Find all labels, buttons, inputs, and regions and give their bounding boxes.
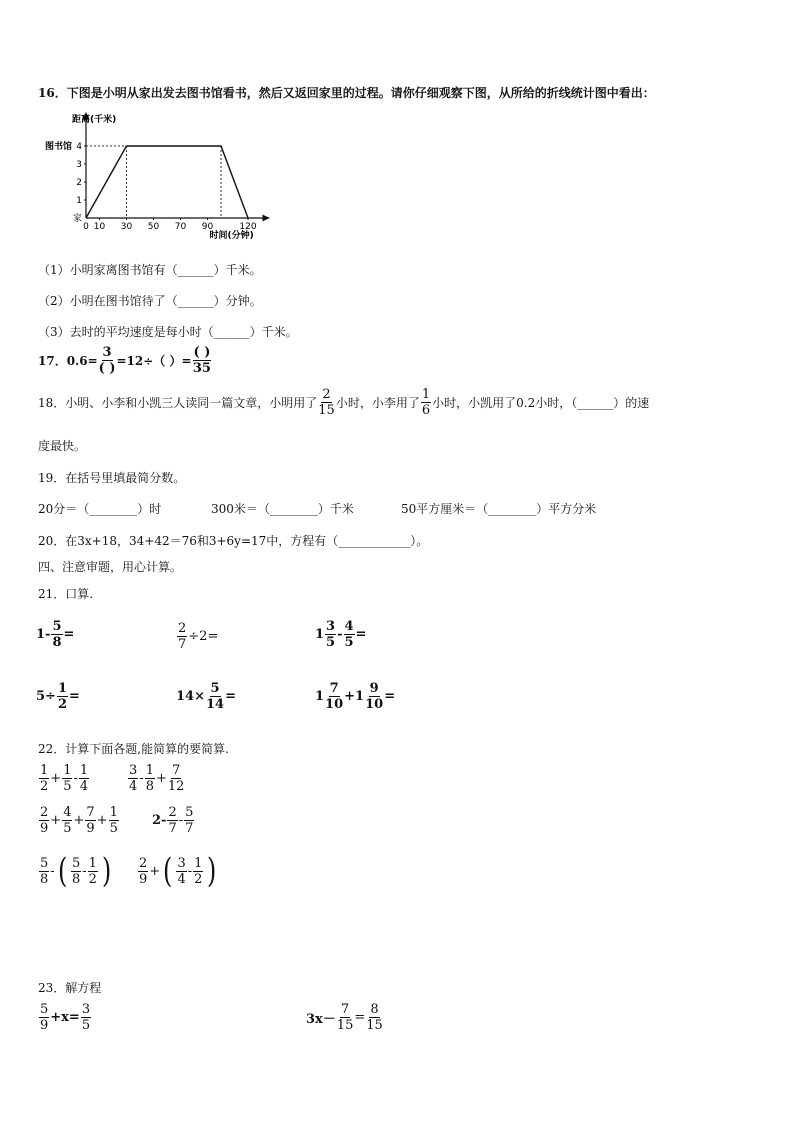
q21-expr-3: 1 $\frac{3}{5}$ - $\frac{4}{5}$ = (315, 619, 367, 650)
fraction: $\frac{1}{2}$ (194, 855, 203, 887)
y-axis-title: 距离(千米) (72, 115, 117, 125)
y-tick-label: 1 (76, 196, 82, 206)
fraction: $\frac{1}{4}$ (79, 763, 89, 794)
fraction: $\frac{2}{9}$ (40, 805, 49, 836)
q18-line2: 度最快。 (38, 439, 87, 453)
q16-sub3: （3）去时的平均速度是每小时（______）千米。 (38, 325, 298, 339)
fraction: $\frac{2}{9}$ (139, 855, 148, 887)
q19-title: 19．在括号里填最简分数。 (38, 471, 186, 485)
q18-part3: 小时，小凯用了0.2小时，（______）的速 (432, 396, 650, 410)
q17-fraction-1: $\frac{3}{( )}$ (98, 345, 116, 376)
q18-part1: 18．小明、小李和小凯三人读同一篇文章，小明用了 (38, 396, 318, 410)
fraction: $\frac{7}{9}$ (86, 805, 95, 836)
q19-item-3: 50平方厘米＝（________）平方分米 (401, 502, 597, 516)
operator: - (187, 863, 193, 879)
q18-fraction-1: $\frac{2}{15}$ (318, 387, 335, 418)
y-tick-label: 3 (76, 160, 82, 170)
operator: + (155, 771, 167, 786)
q21-expr-5: 14× $\frac{5}{14}$ = (176, 681, 236, 712)
fraction: $\frac{2}{7}$ (168, 805, 177, 836)
x-axis-arrow (263, 215, 270, 222)
q16-sub1: （1）小明家离图书馆有（______）千米。 (38, 263, 262, 277)
operator: + (149, 863, 161, 879)
q18-fraction-2: $\frac{1}{6}$ (421, 387, 431, 418)
x-tick-label: 70 (174, 222, 187, 232)
q22-expr-5: $\frac{5}{8}$ - ( $\frac{5}{8}$ - $\frac{1}{2}$ ) (40, 851, 112, 891)
q16-text: 16．下图是小明从家出发去图书馆看书，然后又返回家里的过程。请你仔细观察下图，从所给的折线统计图中看出： (38, 86, 655, 100)
operator: - (73, 771, 78, 786)
x-tick-label: 30 (120, 222, 133, 232)
fraction: $\frac{7}{12}$ (167, 763, 185, 794)
fraction: $\frac{5}{8}$ (71, 855, 81, 887)
q22-expr-3 (38, 806, 120, 835)
q21-expr-1: 1- $\frac{5}{8}$ = (36, 619, 75, 650)
operator: + (50, 813, 62, 828)
fraction: $\frac{1}{5}$ (63, 763, 72, 794)
q16-sub2: （2）小明在图书馆待了（______）分钟。 (38, 294, 262, 308)
q18-part2: 小时，小李用了 (335, 396, 420, 410)
x-tick-label: 90 (201, 222, 214, 232)
fraction: $\frac{1}{2}$ (40, 763, 49, 794)
x-tick-label: 0 (83, 222, 89, 232)
operator: + (96, 813, 108, 828)
distance-series-line (86, 146, 248, 218)
q22-title: 22．计算下面各题,能简算的要简算. (38, 742, 229, 756)
q22-expr-6: $\frac{2}{9}$ + ( $\frac{3}{4}$ - $\frac{1}{2}$ ) (139, 851, 217, 891)
fraction: $\frac{3}{4}$ (129, 763, 138, 794)
q22-expr-1 (38, 764, 90, 793)
operator: - (82, 863, 87, 879)
x-tick-label: 120 (239, 222, 257, 232)
operator: - (178, 813, 184, 828)
q22-expr-4: 2- $\frac{2}{7}$ - $\frac{5}{7}$ (152, 805, 194, 836)
q18-line1 (38, 388, 649, 417)
x-tick-label: 50 (147, 222, 160, 232)
q19-item-1: 20分＝（________）时 (38, 502, 162, 516)
fraction: $\frac{5}{8}$ (40, 855, 49, 887)
q19-item-2: 300米＝（________）千米 (211, 502, 354, 516)
x-tick-label: 10 (93, 222, 106, 232)
operator: - (139, 771, 144, 786)
operator: + (50, 771, 62, 786)
fraction: $\frac{5}{7}$ (185, 805, 194, 836)
y-tick-label: 4 (76, 142, 82, 152)
q17-mid: =12÷（ ）= (116, 354, 192, 368)
y-tick-label: 2 (76, 178, 82, 188)
q21-expr-2: $\frac{2}{7}$ ÷2= (178, 621, 219, 652)
y-tick-label: 家 (72, 214, 82, 224)
fraction: $\frac{4}{5}$ (63, 805, 72, 836)
q17-prefix: 17．0.6= (38, 354, 98, 368)
q20-text: 20．在3x+18，34+42＝76和3+6y=17中，方程有（____________）。 (38, 534, 429, 548)
q21-expr-4: 5÷ $\frac{1}{2}$ = (36, 681, 80, 712)
fraction: $\frac{1}{5}$ (109, 805, 118, 836)
fraction: $\frac{1}{8}$ (145, 763, 154, 794)
operator: + (73, 813, 85, 828)
x-axis-title: 时间(分钟) (209, 231, 254, 241)
y-top-label: 图书馆 (44, 142, 72, 152)
q21-expr-6: 1 $\frac{7}{10}$ +1 $\frac{9}{10}$ = (315, 681, 396, 712)
q22-expr-2 (127, 764, 185, 793)
q23-equation-1: $\frac{5}{9}$ +x= $\frac{3}{5}$ (40, 1002, 91, 1033)
q23-title: 23．解方程 (38, 981, 102, 995)
operator: - (50, 863, 55, 879)
q17-fraction-2: $\frac{( )}{35}$ (192, 345, 211, 376)
q17-line (38, 346, 212, 375)
q23-equation-2: 3x－ $\frac{7}{15}$ = $\frac{8}{15}$ (306, 1002, 383, 1033)
distance-time-chart (38, 108, 328, 248)
section4-heading: 四、注意审题，用心计算。 (38, 560, 183, 574)
q21-title: 21．口算. (38, 587, 94, 601)
fraction: $\frac{3}{4}$ (177, 855, 186, 887)
fraction: $\frac{1}{2}$ (88, 855, 97, 887)
